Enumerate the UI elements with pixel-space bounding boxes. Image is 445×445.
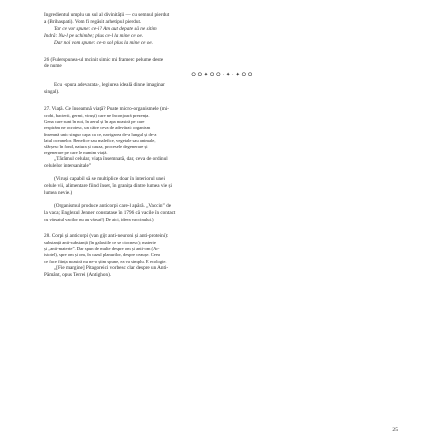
section-27-line: celule vii, alimentare fiind înset, în granița dintre lumea vie și — [44, 183, 172, 190]
section-28-line: și „anti-materie”. Dar spun de multe despre om și anti-om (Ar- — [44, 246, 160, 252]
section-28-line: istotel), spre om și om, în cazul planurilor, despre ceaușe. Ceea — [44, 252, 160, 258]
section-27-line: regenerare pe care le numim viață. — [44, 150, 108, 156]
section-27-line: (Organismul produce anticorpi care-l apără. „Vaccin” de — [54, 203, 171, 210]
section-27-line: crobi, bacterii, germi, viruși) care ne înconjoară prezența. — [44, 113, 150, 119]
text-line: Tar ce vor spune: ce-i? Am aut depate să ne sitim — [54, 25, 157, 32]
text-line: Ingredientul umplu un sul al divinității — cu semnul pierdut — [44, 12, 170, 18]
section-27-line: lumea nevie.) — [44, 190, 73, 197]
section-28-line: Pământ, opus Terrei (Antighon). — [44, 271, 112, 278]
section-27-line: latul oceanelor. Benefice sau malefice, vegetale sau animale, — [44, 137, 156, 143]
section-28-line: „[Fie margine] Pitagoreici vorbesc clar despre un Anti- — [54, 264, 169, 271]
page-number: 25 — [392, 427, 398, 433]
section-26-line: Ecu ·spura adevarata·, legiurea ideală dinne imaginar — [54, 82, 165, 89]
section-27-line: „Tărâmul celular, viața însemnată, dar, ceva de ordinul — [54, 156, 168, 163]
section-26-line: de nume — [44, 63, 62, 70]
section-27-line: celulelor intersanitale” — [44, 163, 92, 170]
section-26-line: 26 (Fulerspunea-ul mcinit simic mi framerc pelume deste — [44, 56, 164, 63]
section-28-line: substanță anti-substanță (în galaxiile ce se ciocnesc); materie — [44, 239, 156, 245]
section-27-line: sfârșesc în fond, natura și cauza, procesele degenerare și — [44, 144, 148, 150]
section-27-line: însemnă unic singur capa ca ce, navigarea de-a lungul și de-a — [44, 131, 157, 137]
section-27-line: la vaca; Englezul Jenner constatase în 1796 că vacile în contact — [44, 209, 176, 216]
book-page — [44, 12, 400, 437]
section-27-line: (Viruși capabil să se multiplice doar în interiorul unei — [54, 176, 165, 183]
section-26-line: singal). — [44, 89, 60, 96]
text-line: Indră: Nu-l pe schimbe; plus ce-l la mine ce oe. — [44, 32, 144, 39]
text-line: a (Brihaspati). Vom fi regăsit arhetipul pierdut. — [44, 18, 142, 25]
section-27-line: respirăm ne ocrotesc, un către ceva de adevărat: organism — [44, 125, 151, 131]
section-28-line: ce face ființa noastră nu ne-o știm spune, ea va simplu. E ecologie. — [44, 258, 167, 264]
section-27-line: Gena care sunt în noi, în aerul și în apa noastră pe care — [44, 119, 145, 125]
ornament-divider: ⵔ ⵔ ✦ ⵔ ⵔ · ✦ · ✦ ⵔ ⵔ — [191, 73, 253, 79]
section-28-line: 28. Corpi și anticorpi (van gijt anti-neuroni și anti-proteini): — [44, 233, 169, 240]
section-27-line: cu vărsatul vacilor nu au vărsat!) De aici, ideea vaccinului.) — [44, 216, 154, 222]
text-line: Dar noi vom spune: ce-n sol plus la mine ce oe. — [54, 39, 153, 46]
section-27-line: 27. Viață. Ce înseamnă viață? Poate micro-organismele (mi- — [44, 106, 169, 113]
